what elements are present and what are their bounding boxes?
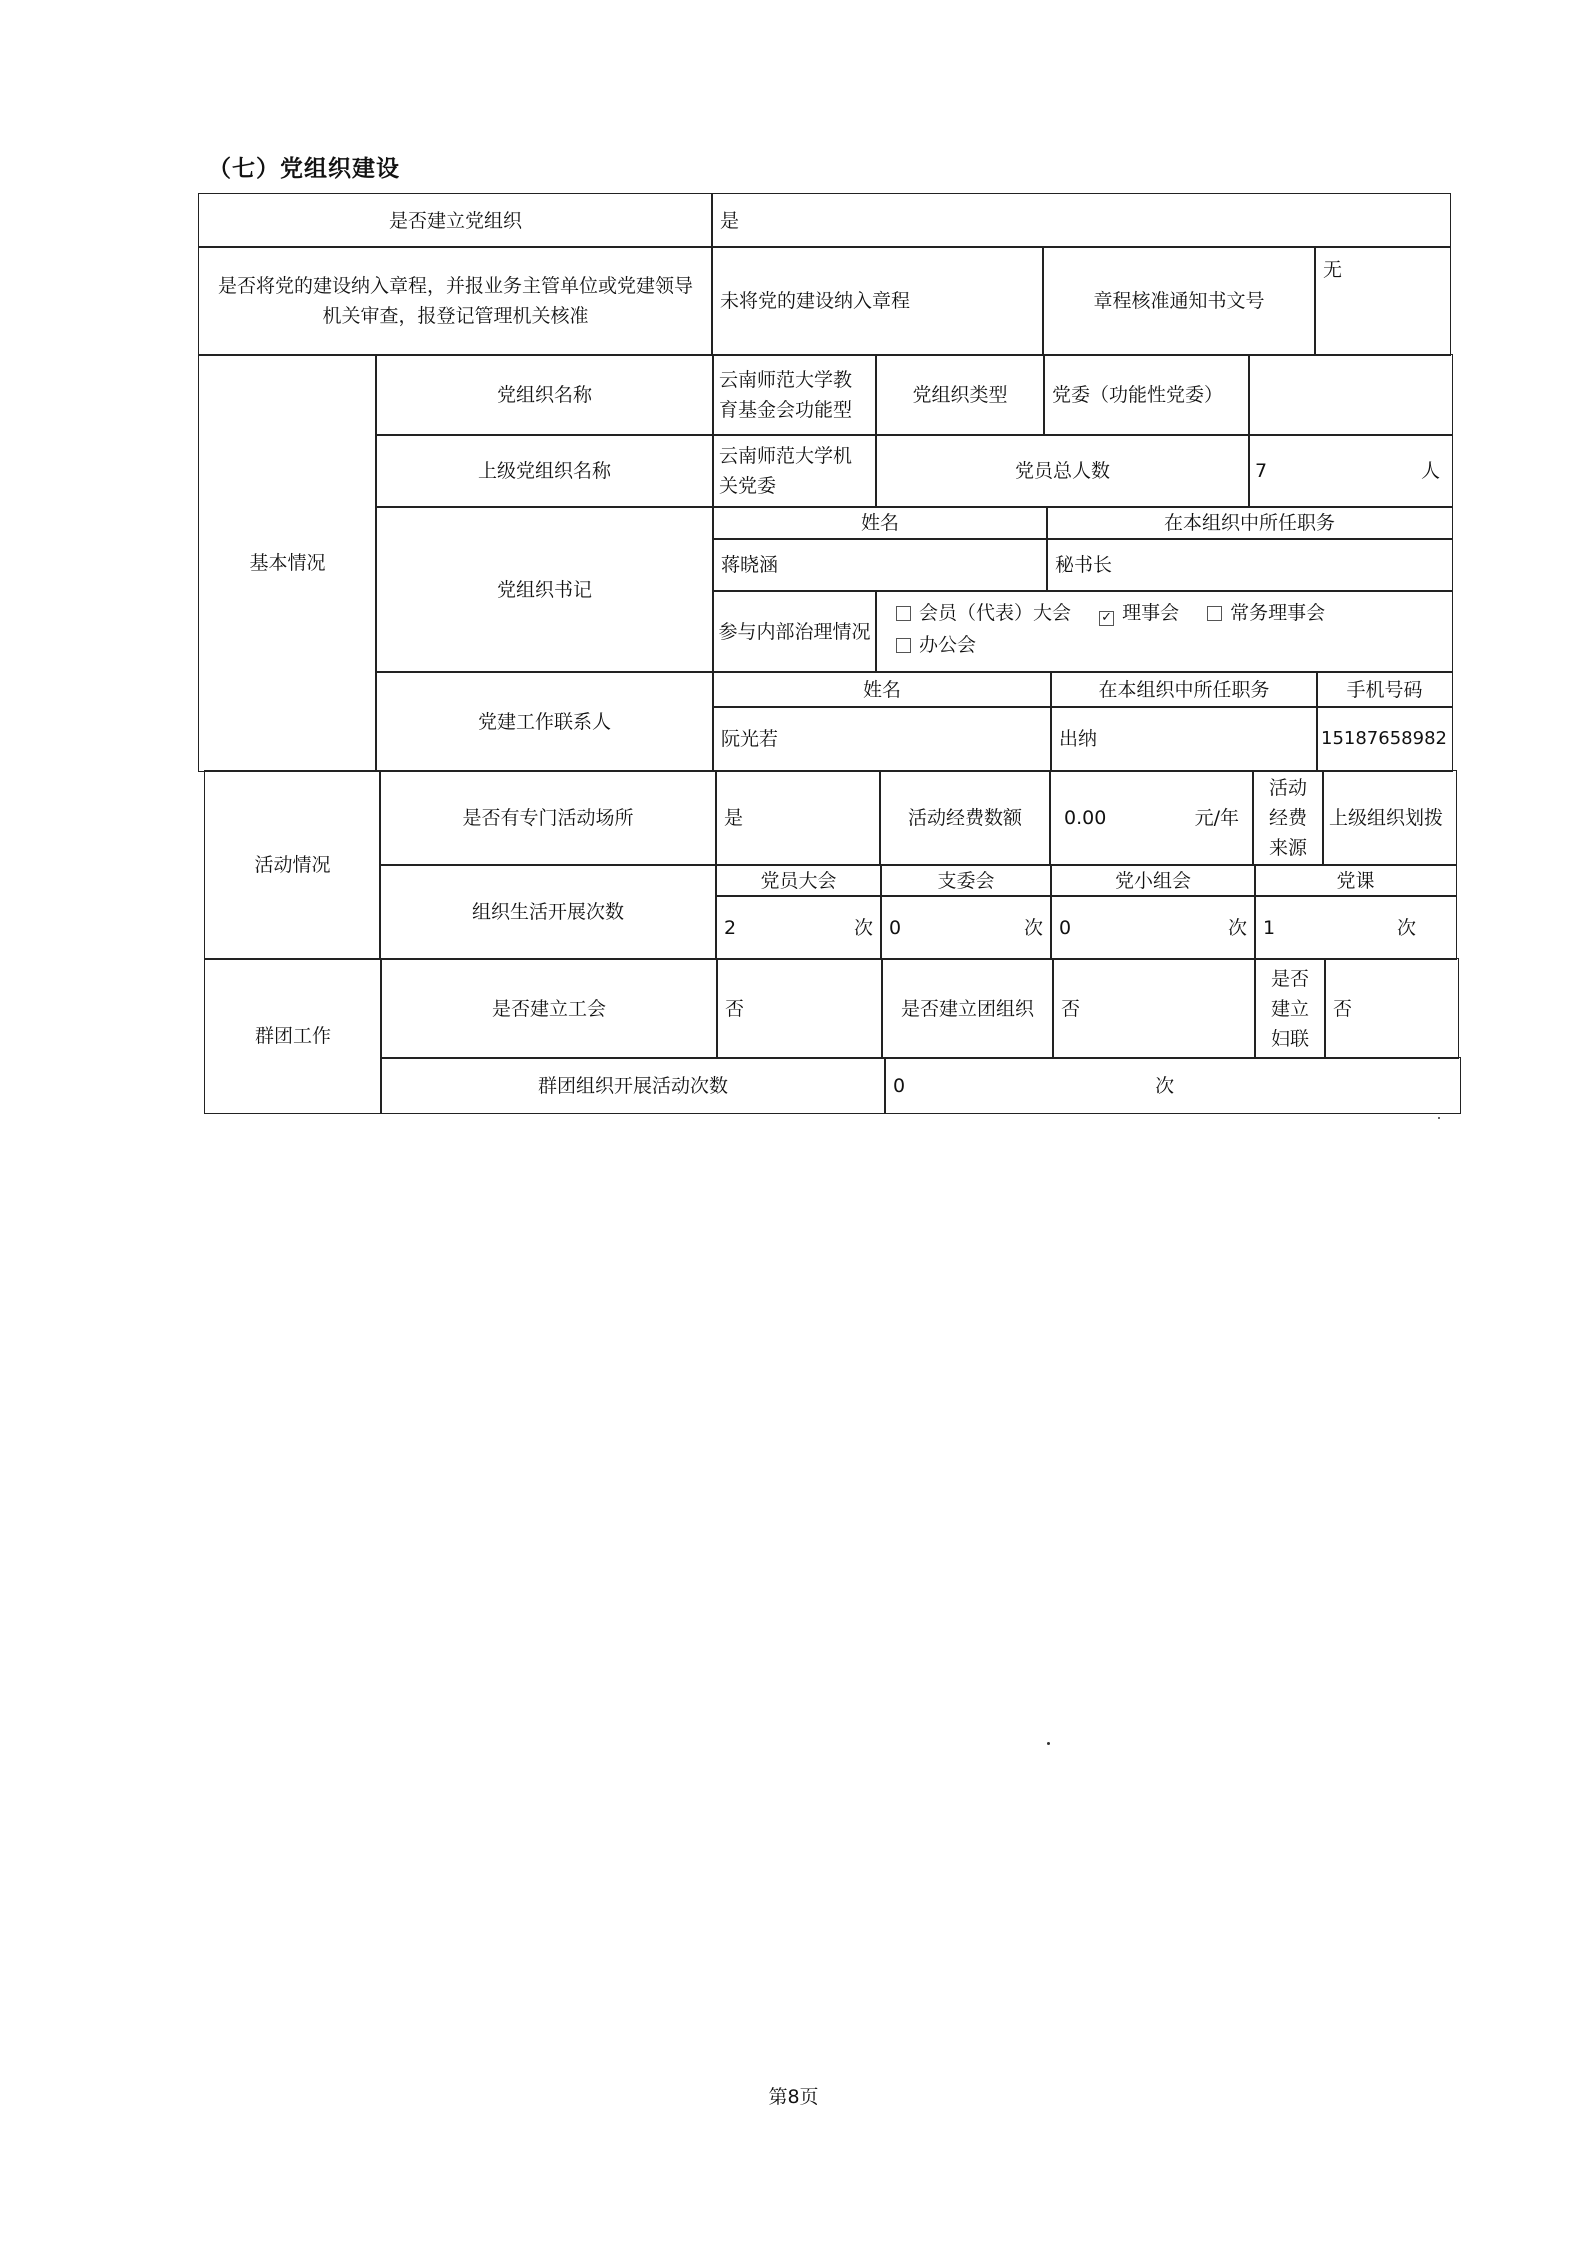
- activity-group-label: 活动情况: [204, 770, 381, 960]
- checkbox-unchecked-icon[interactable]: [896, 638, 911, 653]
- contact-position-header: 在本组织中所任职务: [1050, 671, 1318, 708]
- life-header-branch-committee: 支委会: [880, 864, 1052, 897]
- governance-option-office-meeting[interactable]: 办公会: [896, 634, 976, 656]
- scan-speck: [1047, 1742, 1050, 1745]
- org-type-extra-cell: [1248, 354, 1453, 436]
- women-federation-label: 是否建立妇联: [1254, 958, 1326, 1059]
- scan-speck: [1438, 1117, 1440, 1119]
- life-value-party-group: 0 次: [1050, 895, 1256, 960]
- basic-info-group-label: 基本情况: [198, 354, 377, 772]
- checkbox-unchecked-icon[interactable]: [1207, 606, 1222, 621]
- venue-value: 是: [715, 770, 881, 866]
- charter-inclusion-label: 是否将党的建设纳入章程，并报业务主管单位或党建领导机关审查，报登记管理机关核准: [198, 246, 713, 356]
- org-name-value: 云南师范大学教育基金会功能型: [712, 354, 877, 436]
- parent-org-label: 上级党组织名称: [375, 434, 714, 508]
- charter-inclusion-value: 未将党的建设纳入章程: [711, 246, 1044, 356]
- governance-label: 参与内部治理情况: [712, 590, 877, 673]
- checkbox-checked-icon[interactable]: ✓: [1099, 611, 1114, 626]
- life-header-party-assembly: 党员大会: [715, 864, 882, 897]
- org-type-value: 党委（功能性党委）: [1043, 354, 1250, 436]
- youth-league-value: 否: [1052, 958, 1256, 1059]
- checkbox-unchecked-icon[interactable]: [896, 606, 911, 621]
- life-value-branch-committee: 0 次: [880, 895, 1052, 960]
- has-party-org-value: 是: [711, 193, 1451, 248]
- charter-doc-value: 无: [1314, 246, 1451, 356]
- mass-work-group-label: 群团工作: [204, 958, 382, 1114]
- life-value-party-lecture: 1 次: [1254, 895, 1457, 960]
- parent-org-value: 云南师范大学机关党委: [712, 434, 877, 508]
- funds-label: 活动经费数额: [879, 770, 1051, 866]
- org-name-label: 党组织名称: [375, 354, 714, 436]
- page-number: 第8页: [768, 2086, 819, 2108]
- venue-label: 是否有专门活动场所: [379, 770, 717, 866]
- life-value-party-assembly: 2 次: [715, 895, 882, 960]
- union-label: 是否建立工会: [380, 958, 718, 1059]
- governance-option-standing-council[interactable]: 常务理事会: [1207, 602, 1325, 624]
- secretary-name-header: 姓名: [712, 506, 1048, 540]
- governance-option-member-assembly[interactable]: 会员（代表）大会: [896, 602, 1071, 624]
- contact-label: 党建工作联系人: [375, 671, 714, 772]
- members-count-value: 7 人: [1248, 434, 1453, 508]
- contact-position-value: 出纳: [1050, 706, 1318, 772]
- women-federation-value: 否: [1324, 958, 1459, 1059]
- org-life-label: 组织生活开展次数: [379, 864, 717, 960]
- contact-name-value: 阮光若: [712, 706, 1052, 772]
- governance-option-council[interactable]: ✓ 理事会: [1099, 602, 1179, 624]
- funds-source-value: 上级组织划拨: [1322, 770, 1457, 866]
- youth-league-label: 是否建立团组织: [881, 958, 1054, 1059]
- secretary-label: 党组织书记: [375, 506, 714, 673]
- contact-phone-value: 15187658982: [1316, 706, 1453, 772]
- union-value: 否: [716, 958, 883, 1059]
- governance-options: [875, 590, 1453, 673]
- charter-doc-label: 章程核准通知书文号: [1042, 246, 1316, 356]
- secretary-position-value: 秘书长: [1046, 538, 1453, 592]
- mass-activity-count-value: 0 次: [884, 1057, 1461, 1114]
- members-count-label: 党员总人数: [875, 434, 1250, 508]
- secretary-position-header: 在本组织中所任职务: [1046, 506, 1453, 540]
- section-title: （七）党组织建设: [208, 156, 400, 182]
- org-type-label: 党组织类型: [875, 354, 1045, 436]
- life-header-party-group: 党小组会: [1050, 864, 1256, 897]
- contact-name-header: 姓名: [712, 671, 1052, 708]
- contact-phone-header: 手机号码: [1316, 671, 1453, 708]
- mass-activity-count-label: 群团组织开展活动次数: [380, 1057, 886, 1114]
- funds-source-label: 活动经费来源: [1252, 770, 1324, 866]
- funds-value: 0.00 元/年: [1049, 770, 1254, 866]
- secretary-name-value: 蒋晓涵: [712, 538, 1048, 592]
- life-header-party-lecture: 党课: [1254, 864, 1457, 897]
- has-party-org-label: 是否建立党组织: [198, 193, 713, 248]
